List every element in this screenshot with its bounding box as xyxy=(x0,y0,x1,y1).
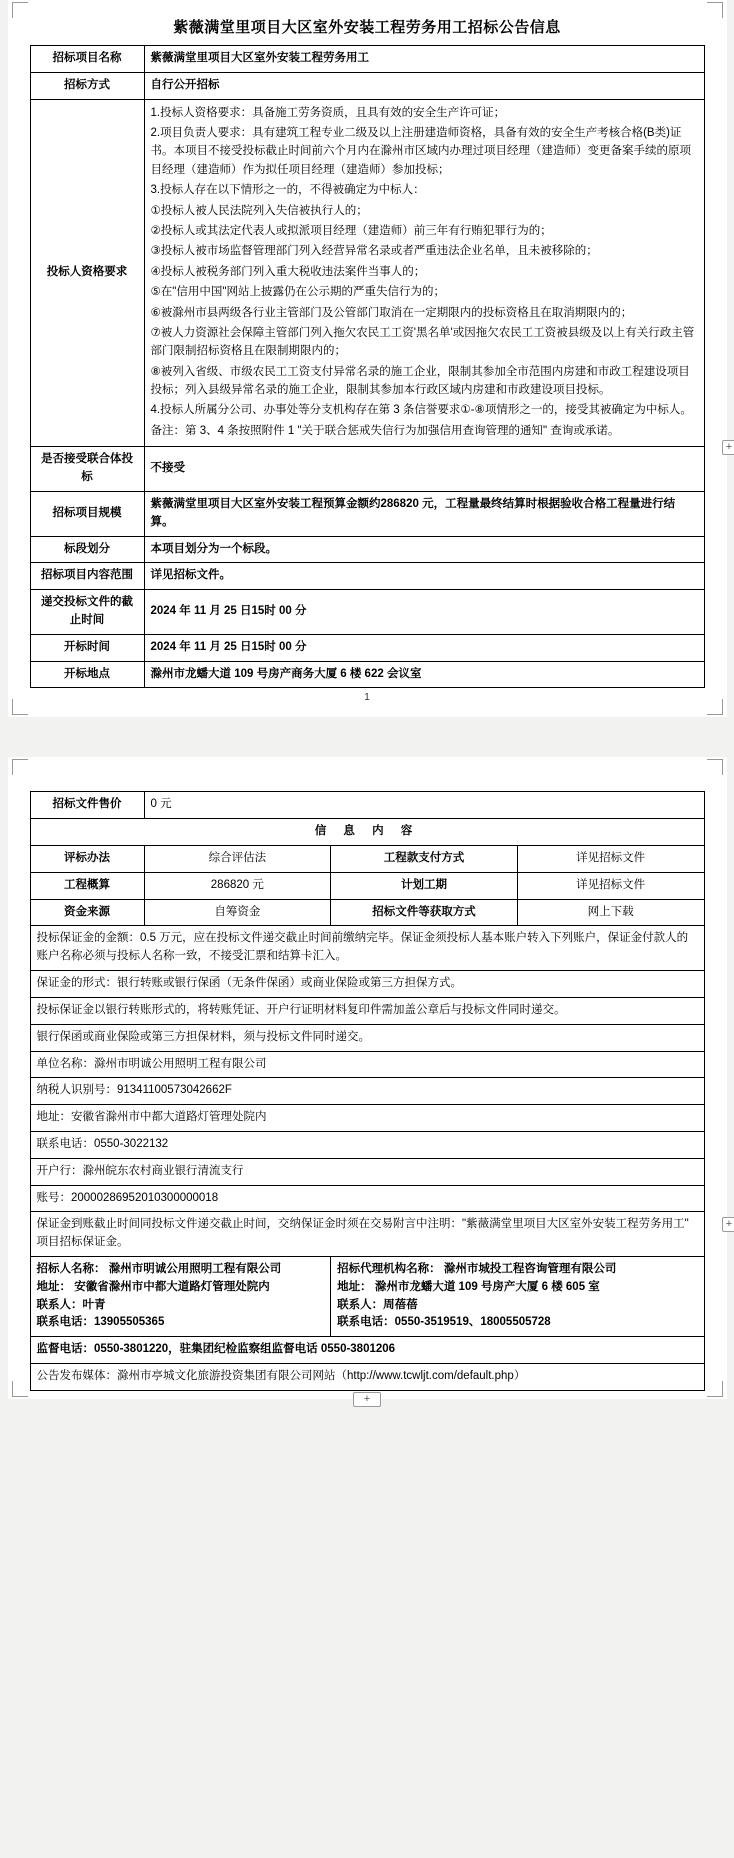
table-row xyxy=(30,1051,704,1078)
table-row xyxy=(30,1105,704,1132)
qualification-para: ④投标人被税务部门列入重大税收违法案件当事人的； xyxy=(150,265,426,278)
table-row xyxy=(30,971,704,998)
table-row xyxy=(30,1185,704,1212)
agent-phone: 联系电话：0550-3519519、18005505728 xyxy=(337,1316,551,1329)
deposit-amount-text: 投标保证金的金额：0.5 万元，应在投标文件递交截止时间前缴纳完毕。保证金须投标人基本账户转入下列账户，保证金付款人的账户名称必须与投标人名称一致，不接受汇票和结算卡汇入。 xyxy=(30,926,704,971)
row-label-open-time: 开标时间 xyxy=(30,634,144,661)
info-content-table xyxy=(30,791,705,1391)
row-value-scale: 紫薇满堂里项目大区室外安装工程预算金额约286820 元，工程量最终结算时根据验收合格工程量进行结算。 xyxy=(144,491,704,536)
table-row xyxy=(30,563,704,590)
account-taxpayer-id: 纳税人识别号：91341100573042662F xyxy=(30,1078,704,1105)
table-row xyxy=(30,491,704,536)
account-phone: 联系电话：0550-3022132 xyxy=(30,1131,704,1158)
row-label-doc-access: 招标文件等获取方式 xyxy=(331,899,518,926)
row-value-deadline: 2024 年 11 月 25 日15时 00 分 xyxy=(144,590,704,635)
bid-announcement-table xyxy=(30,45,705,688)
table-row xyxy=(30,536,704,563)
table-row xyxy=(30,72,704,99)
row-label-open-place: 开标地点 xyxy=(30,661,144,688)
qualification-para: ⑥被滁州市县两级各行业主管部门及公管部门取消在一定期限内的投标资格且在取消期限内的； xyxy=(150,306,633,319)
crop-mark-top-left xyxy=(12,759,28,775)
row-value-budget: 286820 元 xyxy=(144,872,331,899)
bidder-name: 招标人名称： 滁州市明诚公用照明工程有限公司 xyxy=(36,1263,282,1276)
deposit-form-text: 保证金的形式：银行转账或银行保函（无条件保函）或商业保险或第三方担保方式。 xyxy=(30,971,704,998)
info-content-header: 信 息 内 容 xyxy=(30,819,704,846)
page-gap xyxy=(8,717,727,757)
crop-mark-bottom-left xyxy=(12,699,28,715)
document-viewer xyxy=(8,0,733,1405)
row-label-duration: 计划工期 xyxy=(331,872,518,899)
row-value-funding: 自筹资金 xyxy=(144,899,331,926)
row-label-payment: 工程款支付方式 xyxy=(331,846,518,873)
page-number: 1 xyxy=(364,692,370,704)
row-label-section: 标段划分 xyxy=(30,536,144,563)
row-value-bid-method: 自行公开招标 xyxy=(144,72,704,99)
table-row xyxy=(30,1024,704,1051)
qualification-para: ③投标人被市场监督管理部门列入经营异常名录或者严重违法企业名单，且未被移除的； xyxy=(150,245,598,258)
row-label-eval-method: 评标办法 xyxy=(30,846,144,873)
bidder-phone: 联系电话：13905505365 xyxy=(36,1316,165,1329)
qualification-para: ②投标人或其法定代表人或拟派项目经理（建造师）前三年有行贿犯罪行为的； xyxy=(150,224,552,237)
row-value-payment: 详见招标文件 xyxy=(517,846,704,873)
row-value-joint-bid: 不接受 xyxy=(144,447,704,492)
row-value-open-place: 滁州市龙蟠大道 109 号房产商务大厦 6 楼 622 会议室 xyxy=(144,661,704,688)
crop-mark-top-right xyxy=(707,759,723,775)
table-row xyxy=(30,1364,704,1391)
row-label-doc-price: 招标文件售价 xyxy=(30,792,144,819)
qualification-para: 2.项目负责人要求：具有建筑工程专业二级及以上注册建造师资格，具备有效的安全生产考核合格(B类)证书。本项目不接受投标截止时间前六个月内在滁州市区域内办理过项目经理（建造师）变更备案手续的原项目经理（建造师）作为拟任项目经理（建造师）参加投标； xyxy=(150,127,691,176)
document-page-1 xyxy=(8,0,733,717)
table-row-contacts xyxy=(30,1257,704,1337)
resize-handle-right[interactable]: + xyxy=(722,440,734,455)
qualification-para: 备注：第 3、4 条按照附件 1 "关于联合惩戒失信行为加强信用查询管理的通知" 查询或承诺。 xyxy=(150,424,620,437)
agent-contact-block xyxy=(331,1257,704,1337)
table-row xyxy=(30,447,704,492)
table-row xyxy=(30,634,704,661)
row-label-scope: 招标项目内容范围 xyxy=(30,563,144,590)
table-row xyxy=(30,846,704,873)
deposit-guarantee-text: 银行保函或商业保险或第三方担保材料，须与投标文件同时递交。 xyxy=(30,1024,704,1051)
table-row xyxy=(30,1212,704,1257)
deposit-note: 保证金到账截止时间同投标文件递交截止时间，交纳保证金时须在交易附言中注明："紫薇满堂里项目大区室外安装工程劳务用工" 项目招标保证金。 xyxy=(30,1212,704,1257)
add-page-button[interactable]: + xyxy=(353,1392,381,1407)
page-title: 紫薇满堂里项目大区室外安装工程劳务用工招标公告信息 xyxy=(173,19,561,36)
table-row xyxy=(30,926,704,971)
publish-media-text: 公告发布媒体：滁州市亭城文化旅游投资集团有限公司网站（http://www.tcwljt.com/default.php） xyxy=(30,1364,704,1391)
table-row xyxy=(30,46,704,73)
crop-mark-bottom-right xyxy=(707,699,723,715)
qualification-para: ⑧被列入省级、市级农民工工资支付异常名录的施工企业，限制其参加全市范围内房建和市政工程建设项目投标；列入县级异常名录的施工企业，限制其参加本行政区域内房建和市政建设项目投标。 xyxy=(150,365,690,397)
row-value-open-time: 2024 年 11 月 25 日15时 00 分 xyxy=(144,634,704,661)
agent-address: 地址： 滁州市龙蟠大道 109 号房产大厦 6 楼 605 室 xyxy=(337,1280,600,1293)
bidder-person: 联系人：叶青 xyxy=(36,1298,106,1311)
deposit-transfer-text: 投标保证金以银行转账形式的，将转账凭证、开户行证明材料复印件需加盖公章后与投标文件同时递交。 xyxy=(30,997,704,1024)
row-value-qualification xyxy=(144,99,704,447)
crop-mark-bottom-left xyxy=(12,1381,28,1397)
table-row xyxy=(30,872,704,899)
crop-mark-bottom-right xyxy=(707,1381,723,1397)
table-row xyxy=(30,661,704,688)
bidder-contact-block xyxy=(30,1257,331,1337)
qualification-para: 4.投标人所属分公司、办事处等分支机构存在第 3 条信誉要求①-⑧项情形之一的，接受其被确定为中标人。 xyxy=(150,404,692,417)
resize-handle-right[interactable]: + xyxy=(722,1217,734,1232)
bidder-address: 地址： 安徽省滁州市中都大道路灯管理处院内 xyxy=(36,1280,270,1293)
row-label-funding: 资金来源 xyxy=(30,899,144,926)
row-label-project-name: 招标项目名称 xyxy=(30,46,144,73)
table-row xyxy=(30,997,704,1024)
row-value-scope: 详见招标文件。 xyxy=(144,563,704,590)
row-label-scale: 招标项目规模 xyxy=(30,491,144,536)
row-label-qualification: 投标人资格要求 xyxy=(30,99,144,447)
table-row xyxy=(30,1078,704,1105)
row-value-eval-method: 综合评估法 xyxy=(144,846,331,873)
row-label-joint-bid: 是否接受联合体投标 xyxy=(30,447,144,492)
row-label-budget: 工程概算 xyxy=(30,872,144,899)
crop-mark-top-right xyxy=(707,2,723,18)
table-row xyxy=(30,1131,704,1158)
qualification-para: ⑤在"信用中国"网站上披露仍在公示期的严重失信行为的； xyxy=(150,286,445,299)
qualification-para: 3.投标人存在以下情形之一的，不得被确定为中标人： xyxy=(150,184,425,197)
row-value-project-name: 紫薇满堂里项目大区室外安装工程劳务用工 xyxy=(144,46,704,73)
table-row xyxy=(30,590,704,635)
row-value-duration: 详见招标文件 xyxy=(517,872,704,899)
row-label-bid-method: 招标方式 xyxy=(30,72,144,99)
row-value-section: 本项目划分为一个标段。 xyxy=(144,536,704,563)
qualification-para: 1.投标人资格要求：具备施工劳务资质，且具有效的安全生产许可证； xyxy=(150,106,506,119)
row-label-deadline: 递交投标文件的截止时间 xyxy=(30,590,144,635)
table-row xyxy=(30,1337,704,1364)
agent-person: 联系人：周蓓蓓 xyxy=(337,1298,418,1311)
document-page-2 xyxy=(8,757,733,1405)
table-row xyxy=(30,792,704,819)
table-row xyxy=(30,899,704,926)
account-address: 地址：安徽省滁州市中都大道路灯管理处院内 xyxy=(30,1105,704,1132)
table-row xyxy=(30,1158,704,1185)
account-number: 账号：20000286952010300000018 xyxy=(30,1185,704,1212)
table-row-qualification xyxy=(30,99,704,447)
crop-mark-top-left xyxy=(12,2,28,18)
agent-name: 招标代理机构名称： 滁州市城投工程咨询管理有限公司 xyxy=(337,1263,617,1276)
table-row-info-header xyxy=(30,819,704,846)
row-value-doc-access: 网上下载 xyxy=(517,899,704,926)
row-value-doc-price: 0 元 xyxy=(144,792,704,819)
account-bank: 开户行：滁州皖东农村商业银行清流支行 xyxy=(30,1158,704,1185)
qualification-para: ⑦被人力资源社会保障主管部门列入拖欠农民工工资'黑名单'或因拖欠农民工工资被县级及以上有关行政主管部门限制招标资格且在限制期限内的； xyxy=(150,326,695,358)
qualification-para: ①投标人被人民法院列入失信被执行人的； xyxy=(150,204,368,217)
account-unit-name: 单位名称：滁州市明诚公用照明工程有限公司 xyxy=(30,1051,704,1078)
supervise-phone-text: 监督电话：0550-3801220，驻集团纪检监察组监督电话 0550-3801206 xyxy=(30,1337,704,1364)
